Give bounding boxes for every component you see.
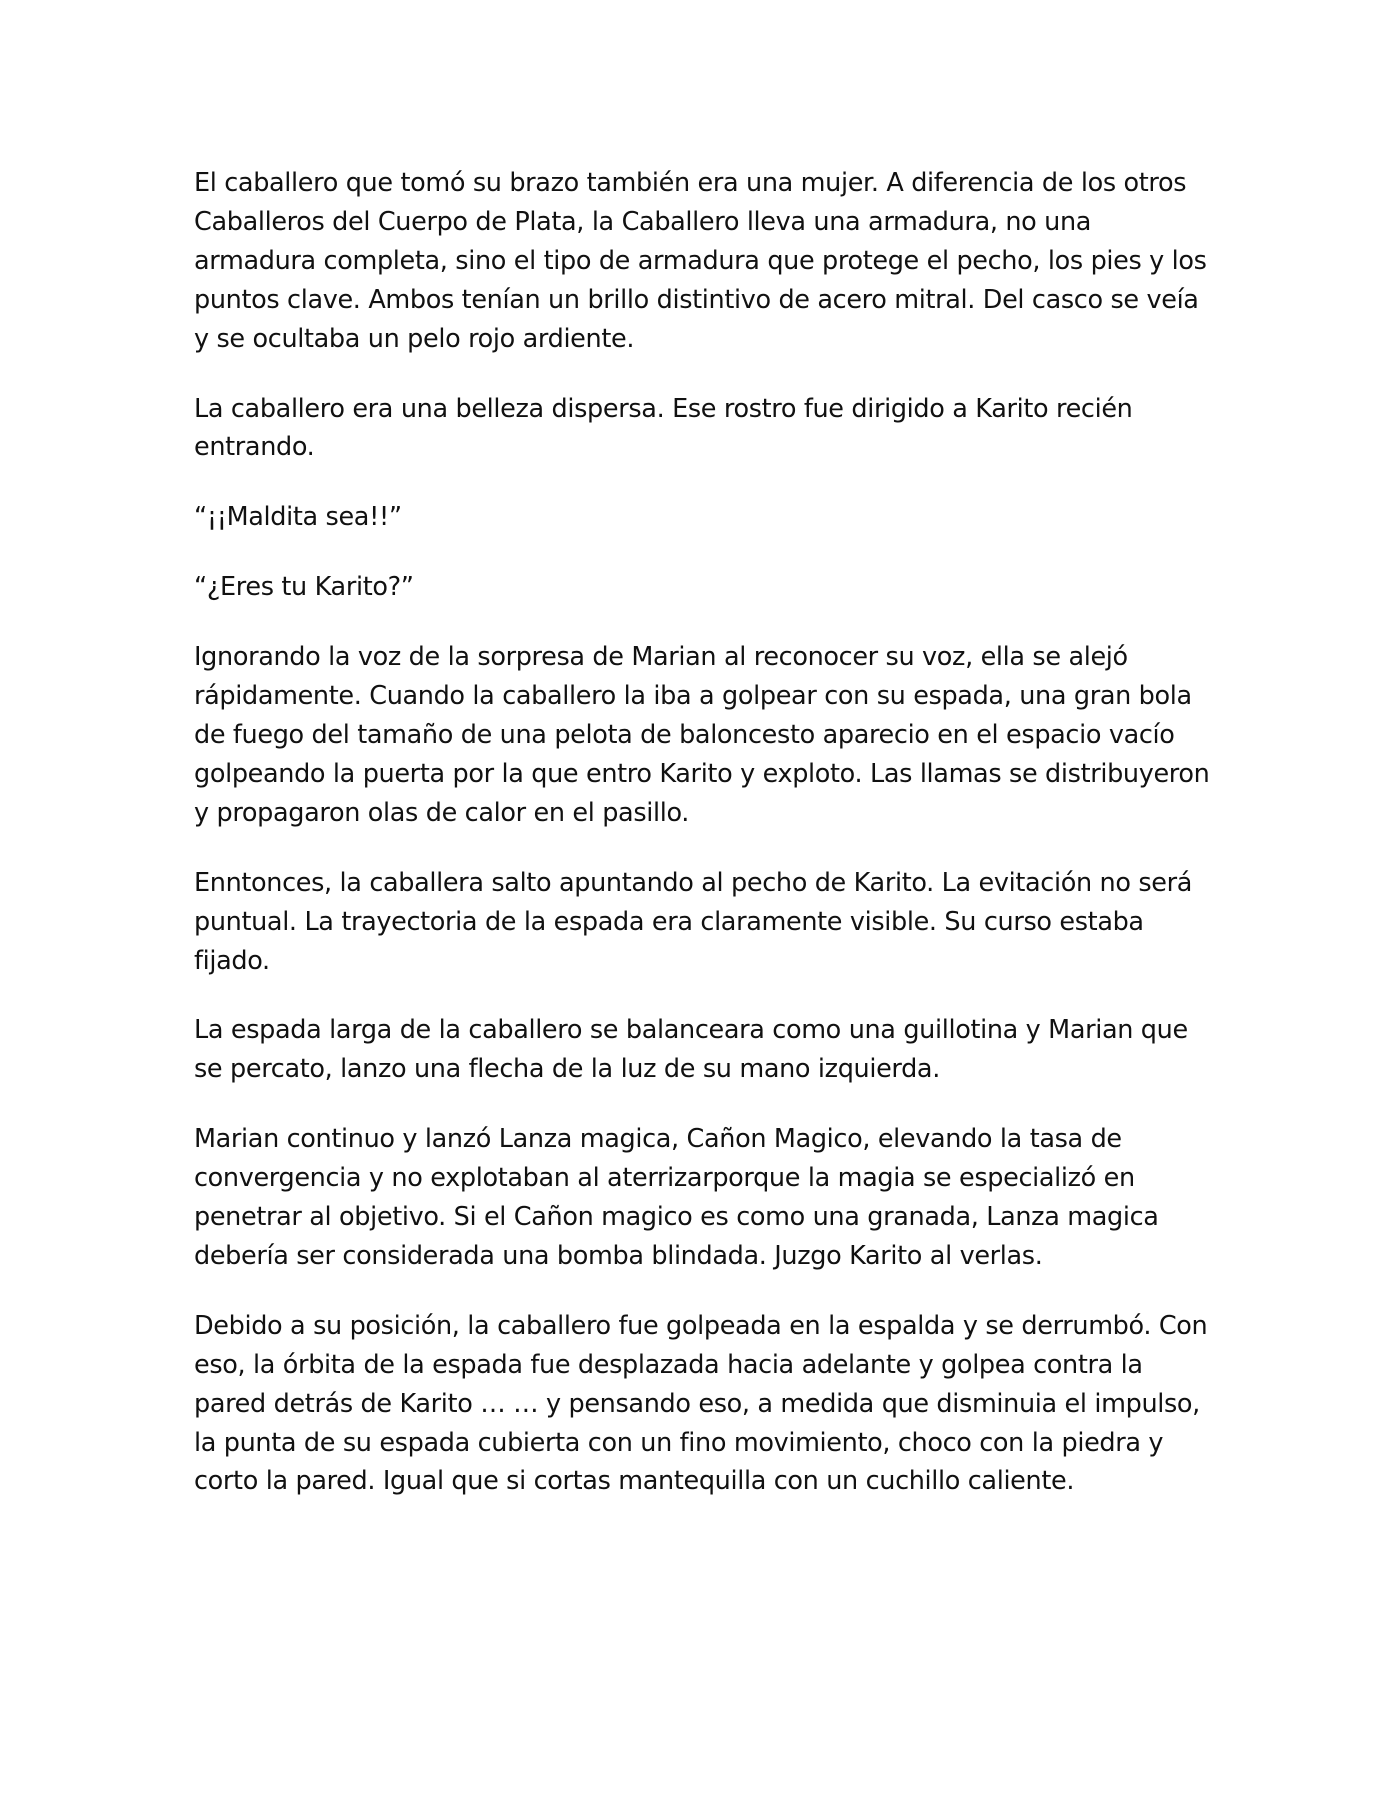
document-body (194, 164, 1216, 1501)
paragraph-8: Marian continuo y lanzó Lanza magica, Cañon Magico, elevando la tasa de convergencia y no explotaban al aterrizarporque la magia se especializó en penetrar al objetivo. Si el Cañon magico es como una granada, Lanza magica debería ser considerada una bomba blindada. Juzgo Karito al verlas. (194, 1124, 1159, 1271)
paragraph-3: “¡¡Maldita sea!!” (194, 502, 402, 533)
paragraph-5: Ignorando la voz de la sorpresa de Marian al reconocer su voz, ella se alejó rápidamente. Cuando la caballero la iba a golpear con su espada, una gran bola de fuego del tamaño de una pelota de baloncesto aparecio en el espacio vacío golpeando la puerta por la que entro Karito y exploto. Las llamas se distribuyeron y propagaron olas de calor en el pasillo. (194, 642, 1210, 828)
paragraph-1: El caballero que tomó su brazo también era una mujer. A diferencia de los otros Caballeros del Cuerpo de Plata, la Caballero lleva una armadura, no una armadura completa, sino el tipo de armadura que protege el pecho, los pies y los puntos clave. Ambos tenían un brillo distintivo de acero mitral. Del casco se veía y se ocultaba un pelo rojo ardiente. (194, 168, 1207, 354)
paragraph-6: Enntonces, la caballera salto apuntando al pecho de Karito. La evitación no será puntual. La trayectoria de la espada era claramente visible. Su curso estaba fijado. (194, 867, 1193, 976)
paragraph-7: La espada larga de la caballero se balanceara como una guillotina y Marian que se percato, lanzo una flecha de la luz de su mano izquierda. (194, 1015, 1188, 1085)
paragraph-2: La caballero era una belleza dispersa. Ese rostro fue dirigido a Karito recién entrando. (194, 393, 1133, 463)
paragraph-9: Debido a su posición, la caballero fue golpeada en la espalda y se derrumbó. Con eso, la órbita de la espada fue desplazada hacia adelante y golpea contra la pared detrás de Karito … … y pensando eso, a medida que disminuia el impulso, la punta de su espada cubierta con un fino movimiento, choco con la piedra y corto la pared. Igual que si cortas mantequilla con un cuchillo caliente. (194, 1310, 1208, 1497)
paragraph-4: “¿Eres tu Karito?” (194, 572, 414, 603)
